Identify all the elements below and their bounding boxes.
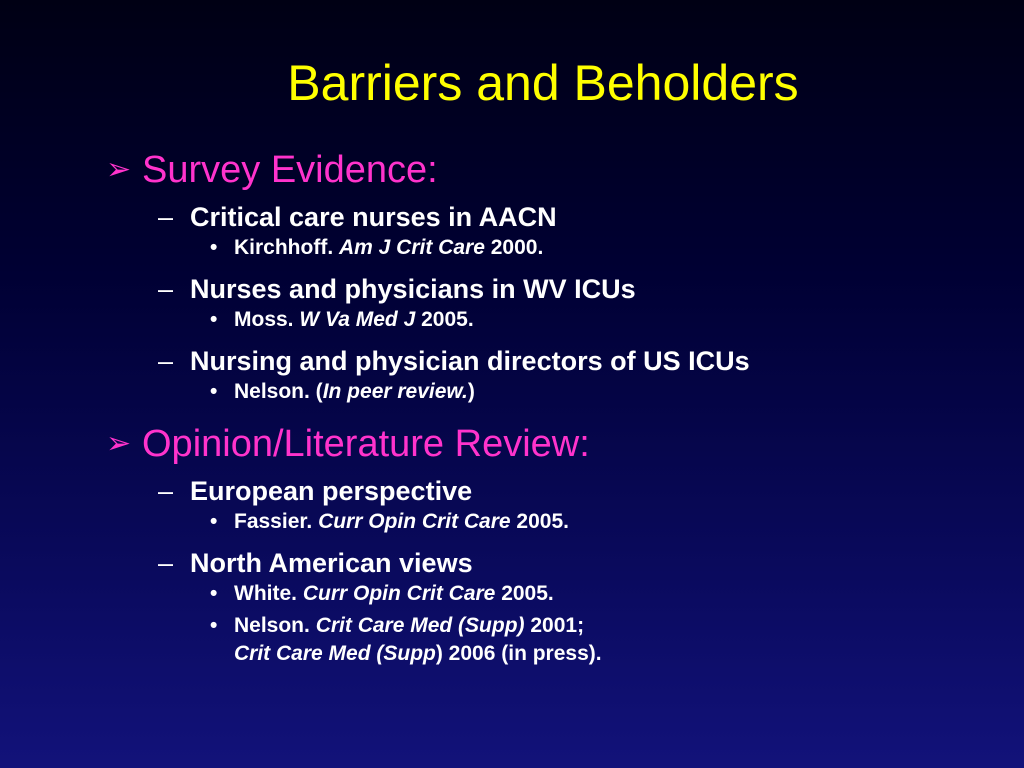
list-item-text: Critical care nurses in AACN — [190, 202, 557, 232]
list-item — [106, 546, 1006, 580]
reference-tail: 2000. — [484, 236, 544, 259]
slide-title: Barriers and Beholders — [287, 55, 799, 111]
list-item — [106, 344, 1006, 378]
arrow-bullet-icon: ➢ — [106, 153, 132, 186]
dash-bullet-icon: – — [158, 476, 174, 506]
dot-bullet-icon: • — [210, 510, 218, 533]
list-item-text: Nurses and physicians in WV ICUs — [190, 274, 636, 304]
reference-author: Nelson. ( — [234, 380, 323, 403]
reference-journal: Curr Opin Crit Care — [302, 582, 496, 605]
list-item — [106, 272, 1006, 306]
dash-bullet-icon: – — [158, 548, 174, 578]
dot-bullet-icon: • — [210, 614, 218, 637]
reference-tail: 2005. — [510, 510, 569, 533]
reference-author: Fassier. — [234, 510, 319, 533]
reference-author: Nelson. — [234, 614, 316, 637]
reference-journal: Crit Care Med (Supp) — [315, 614, 525, 637]
dot-bullet-icon: • — [210, 582, 218, 605]
reference-journal: W Va Med J — [299, 308, 416, 331]
dash-bullet-icon: – — [158, 202, 174, 232]
section-heading-opinion — [106, 416, 1006, 472]
reference — [106, 378, 1006, 406]
list-item — [106, 474, 1006, 508]
reference-journal: Am J Crit Care — [339, 236, 485, 259]
reference-continuation — [234, 640, 1006, 668]
list-item-text: Nursing and physician directors of US ICUs — [190, 346, 750, 376]
dash-bullet-icon: – — [158, 274, 174, 304]
reference-author: Kirchhoff. — [234, 236, 339, 259]
reference-journal: In peer review. — [322, 380, 468, 403]
list-item-text: European perspective — [190, 476, 473, 506]
dot-bullet-icon: • — [210, 380, 218, 403]
reference-tail: ) — [467, 380, 475, 403]
reference-journal: Curr Opin Crit Care — [318, 510, 511, 533]
reference — [106, 580, 1006, 608]
reference — [106, 306, 1006, 334]
reference-tail: 2001; — [524, 614, 585, 637]
list-item-text: North American views — [190, 548, 473, 578]
section-heading-label: Survey Evidence: — [142, 149, 438, 191]
section-heading-label: Opinion/Literature Review: — [142, 423, 590, 465]
reference — [106, 508, 1006, 536]
reference-author: Moss. — [234, 308, 300, 331]
reference — [106, 612, 1006, 668]
reference-author: White. — [234, 582, 303, 605]
arrow-bullet-icon: ➢ — [106, 427, 132, 460]
reference-tail: 2005. — [415, 308, 474, 331]
slide-content — [106, 142, 1006, 678]
dot-bullet-icon: • — [210, 236, 218, 259]
list-item — [106, 200, 1006, 234]
reference — [106, 234, 1006, 262]
section-heading-survey — [106, 142, 1006, 198]
reference-journal: Crit Care Med (Supp — [234, 642, 436, 665]
reference-tail: ) 2006 (in press). — [435, 642, 602, 665]
reference-tail: 2005. — [495, 582, 554, 605]
dot-bullet-icon: • — [210, 308, 218, 331]
dash-bullet-icon: – — [158, 346, 174, 376]
